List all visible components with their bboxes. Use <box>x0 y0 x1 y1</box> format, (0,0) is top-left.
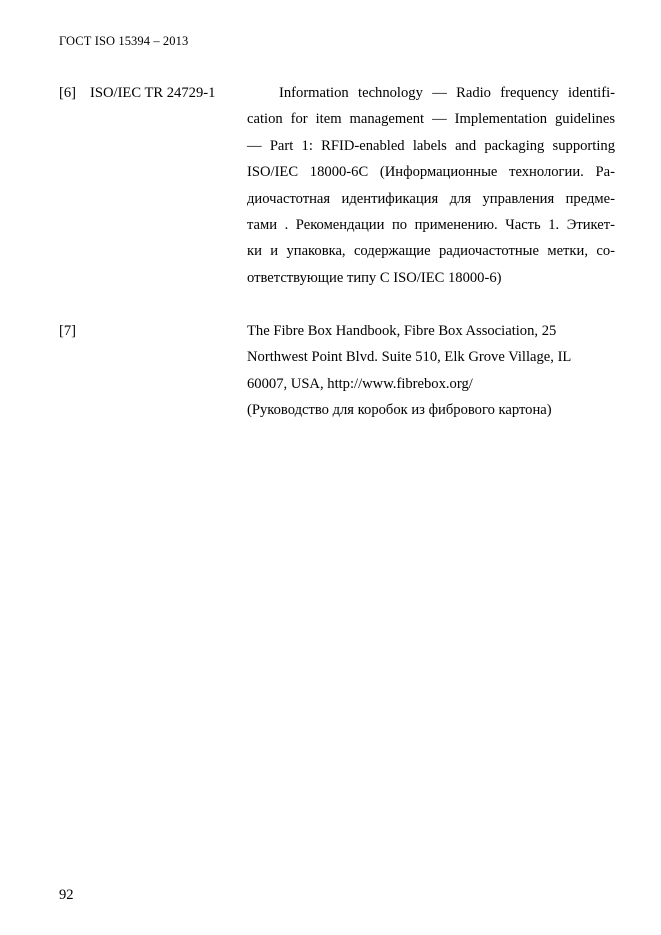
page-number: 92 <box>59 887 74 903</box>
reference-description <box>247 318 615 424</box>
reference-description <box>247 80 615 291</box>
reference-line: ки и упаковка, содержащие радиочастотные метки, со- <box>247 243 615 260</box>
reference-line: 60007, USA, http://www.fibrebox.org/ <box>247 375 473 392</box>
reference-line: диочастотная идентификация для управления предме- <box>247 190 615 207</box>
reference-number: [6] <box>59 85 77 101</box>
reference-line: Northwest Point Blvd. Suite 510, Elk Grove Village, IL <box>247 349 572 366</box>
reference-line: cation for item management — Implementation guidelines <box>247 111 615 128</box>
reference-line: (Руководство для коробок из фибрового картона) <box>247 402 552 419</box>
page-header-standard: ГОСТ ISO 15394 – 2013 <box>59 34 189 48</box>
reference-line: тами . Рекомендации по применению. Часть 1. Этикет- <box>247 217 615 234</box>
reference-number: [7] <box>59 323 77 339</box>
reference-line: ISO/IEC 18000-6C (Информационные технологии. Ра- <box>247 164 615 181</box>
reference-line: — Part 1: RFID-enabled labels and packaging supporting <box>247 137 615 154</box>
reference-line: Information technology — Radio frequency identifi- <box>279 85 615 101</box>
reference-line: ответствующие типу С ISO/IEC 18000-6) <box>247 269 502 286</box>
reference-code: ISO/IEC TR 24729-1 <box>90 85 216 101</box>
reference-line: The Fibre Box Handbook, Fibre Box Association, 25 <box>247 323 557 339</box>
